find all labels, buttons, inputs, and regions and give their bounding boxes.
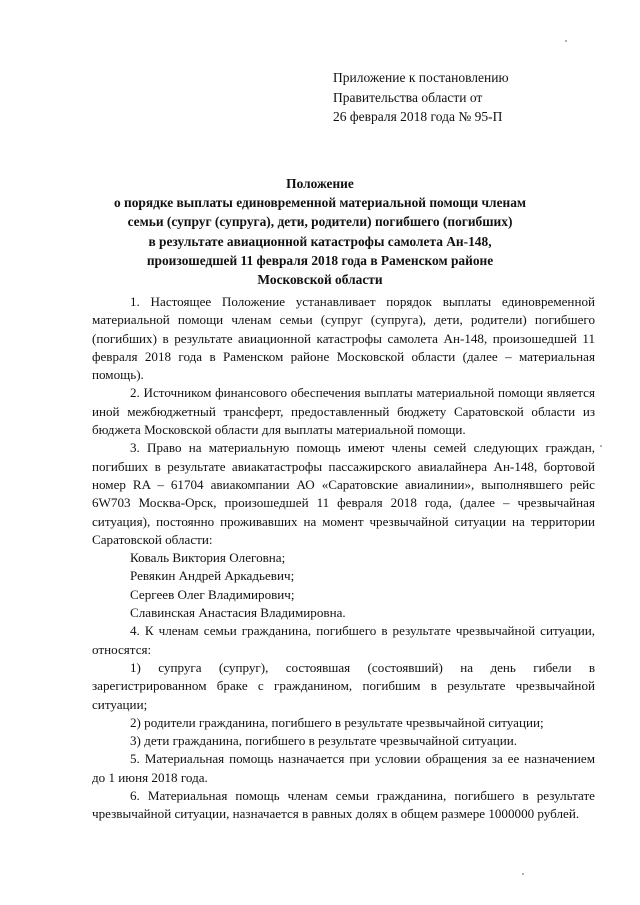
victim-name-2: Ревякин Андрей Аркадьевич; (130, 568, 295, 584)
annex-line-2: Правительства области от (333, 89, 483, 105)
paragraph-1: 1. Настоящее Положение устанавливает порядок выплаты единовременной материальной помощи членам семьи (супруг (супруга), дети, родители) погибшего (погибших) в результате авиационной катастрофы самолета Ан-148, произошедшей 11 февраля 2018 года в Раменском районе Московской области (далее – материальная помощь). (92, 294, 595, 383)
title-line-3: семьи (супруг (супруга), дети, родители) погибшего (погибших) (127, 214, 513, 230)
title-line-5: произошедшей 11 февраля 2018 года в Раменском районе (146, 252, 494, 268)
annex-line-3: 26 февраля 2018 года № 95-П (333, 109, 503, 124)
title-line-4: в результате авиационной катастрофы самолета Ан-148, (148, 233, 492, 249)
paragraph-2: 2. Источником финансового обеспечения выплаты материальной помощи является иной межбюджетный трансферт, предоставленный бюджету Саратовской области из бюджета Московской области для выплаты материальной помощи. (92, 385, 595, 438)
paragraph-3: 3. Право на материальную помощь имеют члены семей следующих граждан, погибших в результате авиакатастрофы пассажирского авиалайнера Ан-148, бортовой номер RA – 61704 авиакомпании АО «Саратовские авиалинии», выполнявшего рейс 6W703 Москва-Орск, произошедшей 11 февраля 2018 года, (далее – чрезвычайная ситуация), постоянно проживавших на момент чрезвычайной ситуации на территории Саратовской области: (92, 440, 595, 547)
victim-name-4: Славинская Анастасия Владимировна. (130, 605, 346, 621)
paragraph-4-item-3: 3) дети гражданина, погибшего в результате чрезвычайной ситуации. (130, 733, 517, 749)
title-line-2: о порядке выплаты единовременной материальной помощи членам (113, 195, 527, 211)
paragraph-6: 6. Материальная помощь членам семьи гражданина, погибшего в результате чрезвычайной ситуации, назначается в равных долях в общем размере 1000000 рублей. (92, 788, 595, 822)
scan-speck (565, 40, 567, 42)
paragraph-4-item-1: 1) супруга (супруг), состоявшая (состоявший) на день гибели в зарегистрированном браке с гражданином, погибшим в результате чрезвычайной ситуации; (92, 659, 595, 712)
scan-speck (522, 873, 524, 875)
paragraph-4-item-2: 2) родители гражданина, погибшего в результате чрезвычайной ситуации; (130, 714, 544, 730)
victim-name-3: Сергеев Олег Владимирович; (130, 586, 295, 602)
annex-line-1: Приложение к постановлению (333, 70, 509, 85)
title-line-6: Московской области (257, 272, 383, 288)
paragraph-4: 4. К членам семьи гражданина, погибшего в результате чрезвычайной ситуации, относятся: (92, 623, 595, 657)
victim-name-1: Коваль Виктория Олеговна; (130, 550, 286, 566)
document-title (90, 174, 550, 289)
paragraph-5: 5. Материальная помощь назначается при условии обращения за ее назначением до 1 июня 2018 года. (92, 751, 595, 785)
title-line-1: Положение (286, 176, 354, 191)
annex-header (333, 68, 613, 127)
document-body (92, 293, 595, 824)
scan-speck (600, 445, 602, 447)
